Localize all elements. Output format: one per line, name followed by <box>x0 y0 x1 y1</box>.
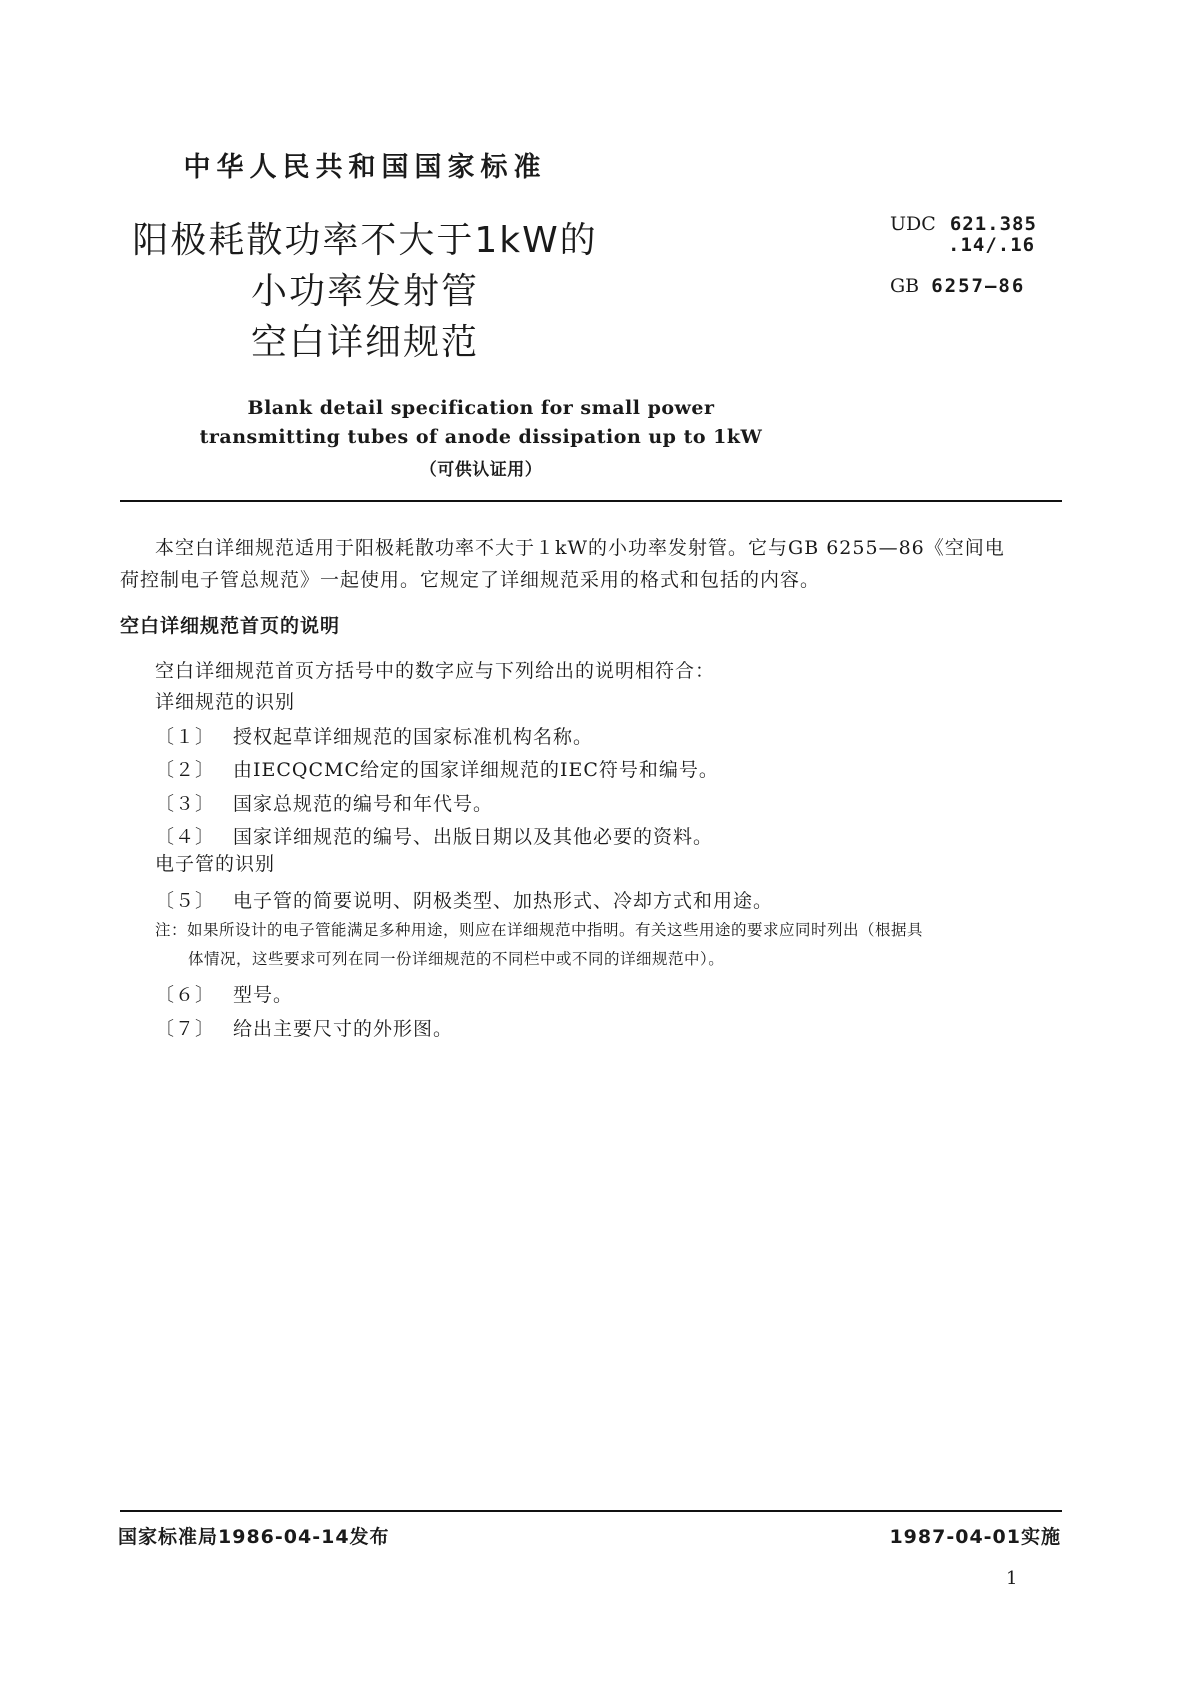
item-text: 由IECQCMC给定的国家详细规范的IEC符号和编号。 <box>233 759 719 781</box>
gb-standard-number <box>890 275 1025 297</box>
item-text: 国家详细规范的编号、出版日期以及其他必要的资料。 <box>233 826 714 848</box>
title-line-3: 空白详细规范 <box>250 322 479 363</box>
item-text: 授权起草详细规范的国家标准机构名称。 <box>233 726 594 748</box>
header-divider <box>120 500 1062 502</box>
item-number: 〔７〕 <box>155 1018 216 1040</box>
item-number: 〔６〕 <box>155 984 216 1006</box>
udc-label: UDC <box>890 213 936 235</box>
list-item <box>155 1014 453 1041</box>
title-line-2: 小功率发射管 <box>250 271 479 312</box>
list-item <box>155 789 493 816</box>
subheading-spec-identification: 详细规范的识别 <box>155 691 296 713</box>
note-line-1: 注：如果所设计的电子管能满足多种用途，则应在详细规范中指明。有关这些用途的要求应同时列出（根据具 <box>155 921 924 939</box>
item-text: 国家总规范的编号和年代号。 <box>233 793 494 815</box>
item-text: 电子管的简要说明、阴极类型、加热形式、冷却方式和用途。 <box>233 890 774 912</box>
effective-date: 1987-04-01实施 <box>889 1526 1061 1548</box>
release-date: 国家标准局1986-04-14发布 <box>118 1526 390 1548</box>
udc-number-line2: .14/.16 <box>948 234 1036 256</box>
item-text: 型号。 <box>233 984 294 1006</box>
list-item <box>155 722 593 749</box>
item-number: 〔２〕 <box>155 759 216 781</box>
item-number: 〔４〕 <box>155 826 216 848</box>
note-line-2: 体情况，这些要求可列在同一份详细规范的不同栏中或不同的详细规范中）。 <box>188 950 725 968</box>
subheading-tube-identification: 电子管的识别 <box>155 853 276 875</box>
list-item <box>155 886 773 913</box>
list-item <box>155 822 713 849</box>
usage-note: （可供认证用） <box>419 460 543 480</box>
item-number: 〔５〕 <box>155 890 216 912</box>
item-number: 〔３〕 <box>155 793 216 815</box>
english-title-line-1: Blank detail specification for small power <box>247 397 715 419</box>
intro-paragraph-line-2: 荷控制电子管总规范》一起使用。它规定了详细规范采用的格式和包括的内容。 <box>120 569 821 591</box>
english-title-line-2: transmitting tubes of anode dissipation up to 1kW <box>199 426 763 448</box>
gb-number: 6257—86 <box>931 275 1026 297</box>
gb-label: GB <box>890 275 920 297</box>
footer-divider <box>120 1510 1062 1512</box>
item-number: 〔１〕 <box>155 726 216 748</box>
list-item <box>155 755 719 782</box>
section-heading: 空白详细规范首页的说明 <box>120 615 341 637</box>
page-number: 1 <box>1006 1568 1018 1589</box>
udc-number-line1: 621.385 <box>949 213 1037 235</box>
intro-paragraph-line-1: 本空白详细规范适用于阳极耗散功率不大于１kW的小功率发射管。它与GB 6255—86《空间电 <box>155 537 1005 559</box>
item-text: 给出主要尺寸的外形图。 <box>233 1018 454 1040</box>
lead-text: 空白详细规范首页方括号中的数字应与下列给出的说明相符合： <box>155 660 716 682</box>
issuer-title: 中华人民共和国国家标准 <box>183 152 547 183</box>
title-line-1: 阳极耗散功率不大于1kW的 <box>132 220 598 261</box>
udc-classification <box>890 214 1037 256</box>
list-item <box>155 980 293 1007</box>
